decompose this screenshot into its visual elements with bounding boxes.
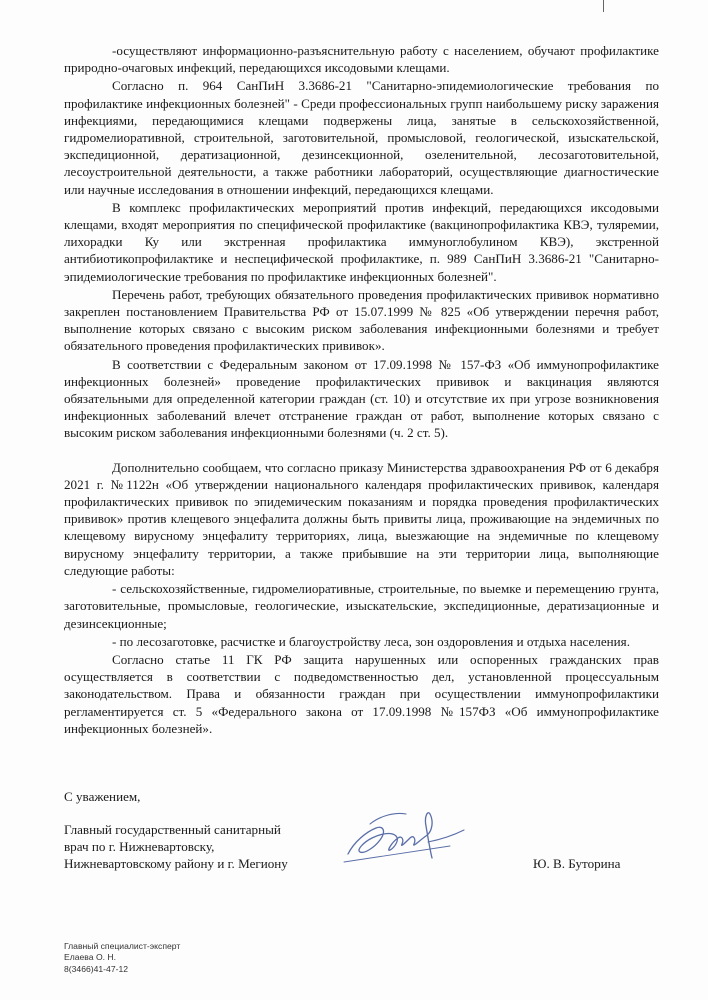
closing-phrase: С уважением, bbox=[64, 789, 141, 804]
list-item: - сельскохозяйственные, гидромелиоративные, строительные, по выемке и перемещению грунта, заготовительные, промысловые, геологические, изыскательские, экспедиционные, дератизационные и дезинсекционные; bbox=[64, 581, 659, 631]
paragraph: В комплекс профилактических мероприятий против инфекций, передающихся иксодовыми клещами, входят мероприятия по специфической профилактике (вакцинопрофилактика КВЭ, туляремии, лихорадки Ку или экстренная профилактика иммуноглобулином КВЭ), экстренной антибиотикопрофилактике и неспецифической профилактике, п. 989 СанПиН 3.3686-21 "Санитарно-эпидемиологические требования по профилактике инфекционных болезней". bbox=[64, 199, 659, 284]
paragraph: -осуществляют информационно-разъяснительную работу с населением, обучают профилактике природно-очаговых инфекций, передающихся иксодовыми клещами. bbox=[64, 43, 659, 76]
executor-position: Главный специалист-эксперт bbox=[64, 941, 181, 951]
executor-name: Елаева О. Н. bbox=[64, 952, 116, 963]
paragraph: Дополнительно сообщаем, что согласно приказу Министерства здравоохранения РФ от 6 декабря 2021 г. №1122н «Об утверждении национального календаря профилактических прививок, календаря профилактических прививок по эпидемическим показаниям и порядка проведения профилактических прививок» против клещевого энцефалита должны быть привиты лица, проживающие на эндемичных по клещевому вирусному энцефалиту территориях, лица, выезжающие на эндемичные по клещевому вирусному энцефалиту территории, а также прибывшие на эти территории лица, выполняющие следующие работы: bbox=[64, 459, 659, 578]
page-edge-mark bbox=[603, 0, 604, 12]
executor-phone: 8(3466)41-47-12 bbox=[64, 963, 129, 974]
signatory-position-line: врач по г. Нижневартовску, bbox=[64, 839, 215, 854]
handwritten-signature bbox=[340, 802, 470, 874]
paragraph: Согласно статье 11 ГК РФ защита нарушенных или оспоренных гражданских прав осуществляется в соответствии с подведомственностью дел, установленной процессуальным законодательством. Права и обязанности граждан при осуществлении иммунопрофилактики регламентируется ст. 5 «Федерального закона от 17.09.1998 №157ФЗ «Об иммунопрофилактике инфекционных болезней». bbox=[64, 651, 659, 736]
signatory-name: Ю. В. Буторина bbox=[533, 856, 621, 871]
letter-body bbox=[64, 42, 659, 738]
signatory-position-line: Главный государственный санитарный bbox=[64, 822, 281, 837]
paragraph: Перечень работ, требующих обязательного проведения профилактических прививок нормативно закреплен постановлением Правительства РФ от 15.07.1999 № 825 «Об утверждении перечня работ, выполнение которых связано с высоким риском заболевания инфекционными болезнями и требует обязательного проведения профилактических прививок». bbox=[64, 286, 659, 354]
document-footer bbox=[64, 941, 180, 975]
list-item: - по лесозаготовке, расчистке и благоустройству леса, зон оздоровления и отдыха населения. bbox=[112, 633, 630, 649]
paragraph: В соответствии с Федеральным законом от 17.09.1998 № 157-ФЗ «Об иммунопрофилактике инфекционных болезней» проведение профилактических прививок и вакцинация являются обязательными для определенной категории граждан (ст. 10) и отсутствие их при угрозе возникновения инфекционных заболеваний влечет отстранение граждан от работ, выполнение которых связано с высоким риском заболевания инфекционными болезнями (ч. 2 ст. 5). bbox=[64, 356, 659, 441]
signatory-position bbox=[64, 821, 288, 872]
paragraph: Согласно п. 964 СанПиН 3.3686-21 "Санитарно-эпидемиологические требования по профилактике инфекционных болезней" - Среди профессиональных групп наибольшему риску заражения инфекциями, передающимися клещами подвержены лица, занятые в сельскохозяйственной, гидромелиоративной, строительной, заготовительной, промысловой, геологической, изыскательской, экспедиционной, дератизационной, дезинсекционной, озеленительной, лесозаготовительной, лесоустроительной деятельности, а также работники лабораторий, осуществляющие диагностические или научные исследования в отношении инфекций, передающихся клещами. bbox=[64, 78, 659, 197]
signatory-position-line: Нижневартовскому району и г. Мегиону bbox=[64, 856, 288, 871]
